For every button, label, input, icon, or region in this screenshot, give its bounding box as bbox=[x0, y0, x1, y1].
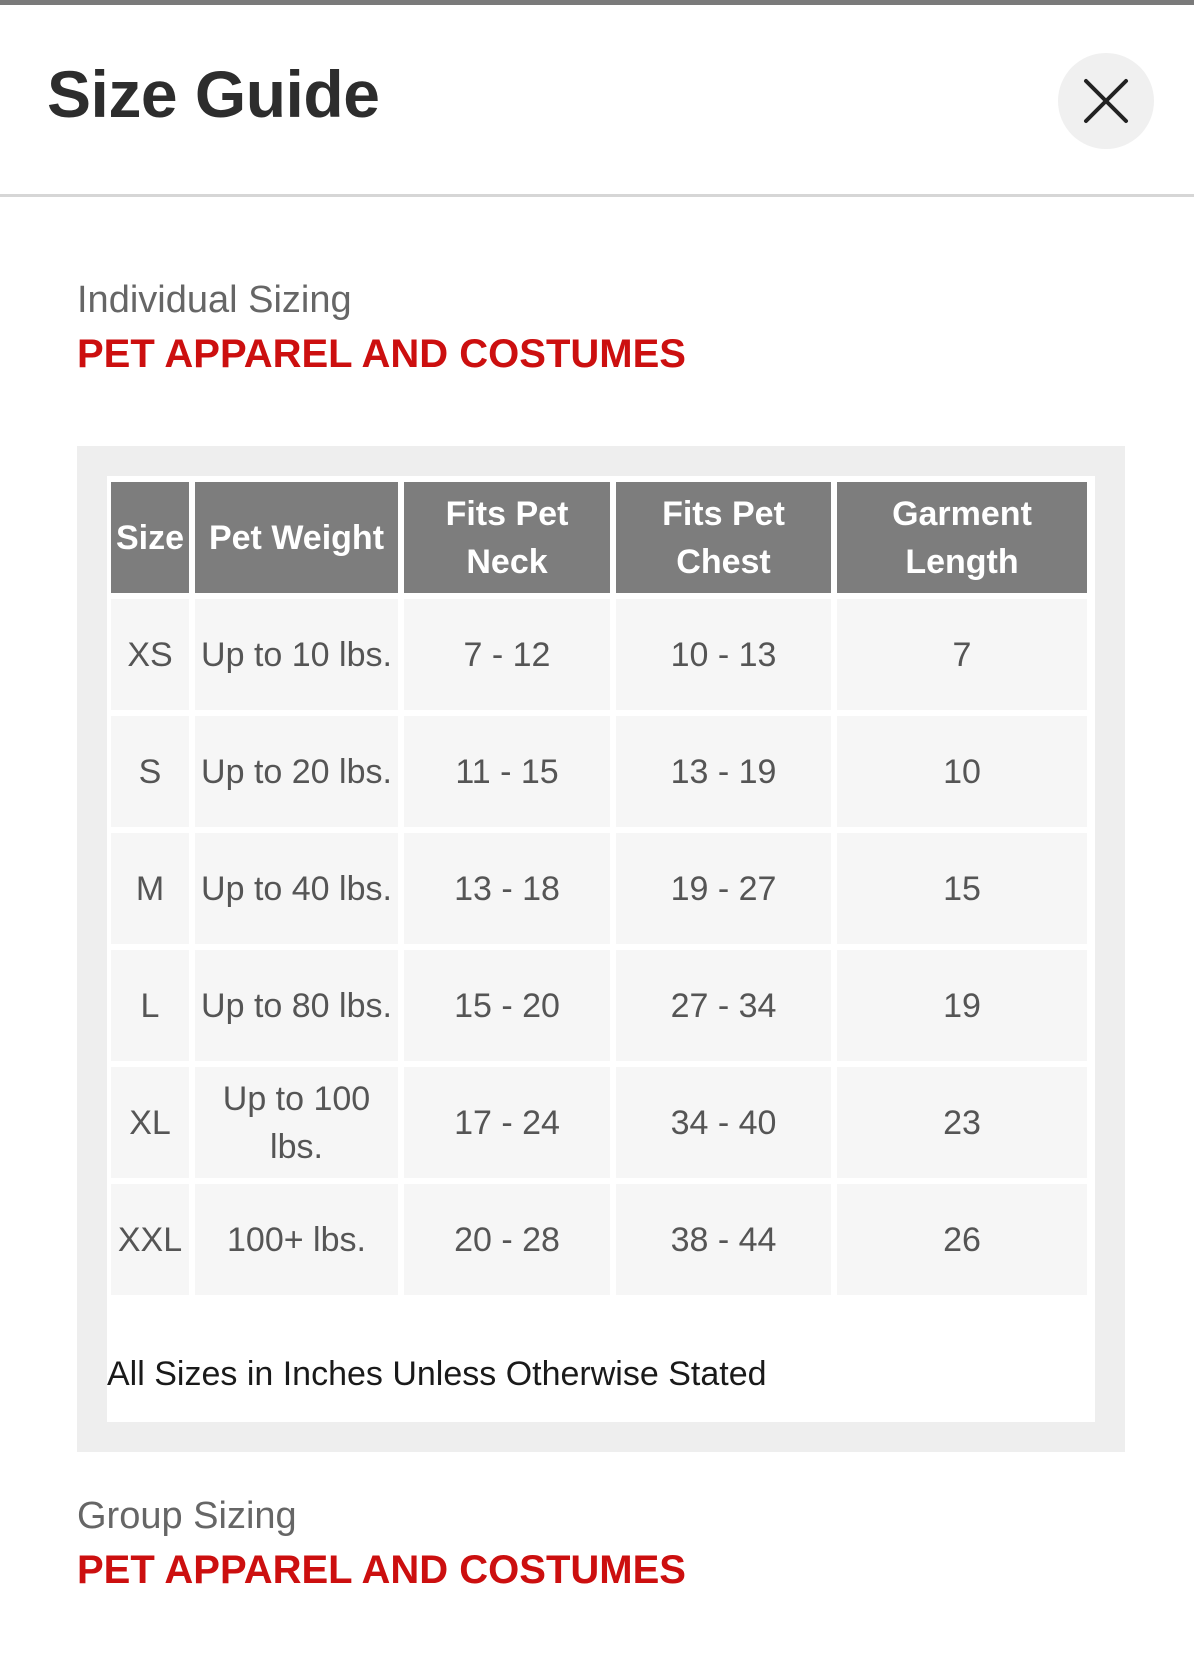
table-row bbox=[111, 716, 1087, 827]
cell-neck: 17 - 24 bbox=[404, 1067, 610, 1178]
column-header-garment-length: Garment Length bbox=[837, 482, 1087, 593]
cell-length: 7 bbox=[837, 599, 1087, 710]
cell-pet-weight: Up to 10 lbs. bbox=[195, 599, 398, 710]
size-table bbox=[105, 476, 1093, 1301]
page-title: Size Guide bbox=[47, 57, 380, 131]
cell-neck: 13 - 18 bbox=[404, 833, 610, 944]
cell-size: XS bbox=[111, 599, 189, 710]
cell-size: XXL bbox=[111, 1184, 189, 1295]
table-row bbox=[111, 599, 1087, 710]
cell-neck: 7 - 12 bbox=[404, 599, 610, 710]
individual-sizing-title: PET APPAREL AND COSTUMES bbox=[77, 332, 686, 376]
cell-length: 26 bbox=[837, 1184, 1087, 1295]
cell-neck: 15 - 20 bbox=[404, 950, 610, 1061]
cell-pet-weight: Up to 40 lbs. bbox=[195, 833, 398, 944]
cell-size: S bbox=[111, 716, 189, 827]
cell-chest: 38 - 44 bbox=[616, 1184, 831, 1295]
table-row bbox=[111, 833, 1087, 944]
cell-length: 19 bbox=[837, 950, 1087, 1061]
cell-pet-weight: Up to 100 lbs. bbox=[195, 1067, 398, 1178]
table-footnote: All Sizes in Inches Unless Otherwise Stated bbox=[107, 1355, 767, 1393]
group-sizing-kicker: Group Sizing bbox=[77, 1495, 297, 1537]
column-header-fits-pet-chest: Fits Pet Chest bbox=[616, 482, 831, 593]
table-header-row bbox=[111, 482, 1087, 593]
table-row bbox=[111, 950, 1087, 1061]
cell-neck: 11 - 15 bbox=[404, 716, 610, 827]
close-icon bbox=[1082, 77, 1130, 125]
cell-length: 10 bbox=[837, 716, 1087, 827]
cell-neck: 20 - 28 bbox=[404, 1184, 610, 1295]
size-table-card bbox=[107, 476, 1095, 1422]
size-table-panel bbox=[77, 446, 1125, 1452]
cell-length: 23 bbox=[837, 1067, 1087, 1178]
cell-chest: 19 - 27 bbox=[616, 833, 831, 944]
cell-length: 15 bbox=[837, 833, 1087, 944]
cell-chest: 34 - 40 bbox=[616, 1067, 831, 1178]
cell-chest: 10 - 13 bbox=[616, 599, 831, 710]
column-header-size: Size bbox=[111, 482, 189, 593]
close-button[interactable] bbox=[1058, 53, 1154, 149]
table-row bbox=[111, 1067, 1087, 1178]
table-row bbox=[111, 1184, 1087, 1295]
cell-size: XL bbox=[111, 1067, 189, 1178]
group-sizing-title: PET APPAREL AND COSTUMES bbox=[77, 1548, 686, 1592]
column-header-fits-pet-neck: Fits Pet Neck bbox=[404, 482, 610, 593]
cell-size: L bbox=[111, 950, 189, 1061]
cell-size: M bbox=[111, 833, 189, 944]
cell-pet-weight: Up to 80 lbs. bbox=[195, 950, 398, 1061]
column-header-pet-weight: Pet Weight bbox=[195, 482, 398, 593]
cell-chest: 13 - 19 bbox=[616, 716, 831, 827]
individual-sizing-kicker: Individual Sizing bbox=[77, 279, 352, 321]
cell-chest: 27 - 34 bbox=[616, 950, 831, 1061]
cell-pet-weight: Up to 20 lbs. bbox=[195, 716, 398, 827]
modal-header bbox=[0, 5, 1194, 197]
cell-pet-weight: 100+ lbs. bbox=[195, 1184, 398, 1295]
